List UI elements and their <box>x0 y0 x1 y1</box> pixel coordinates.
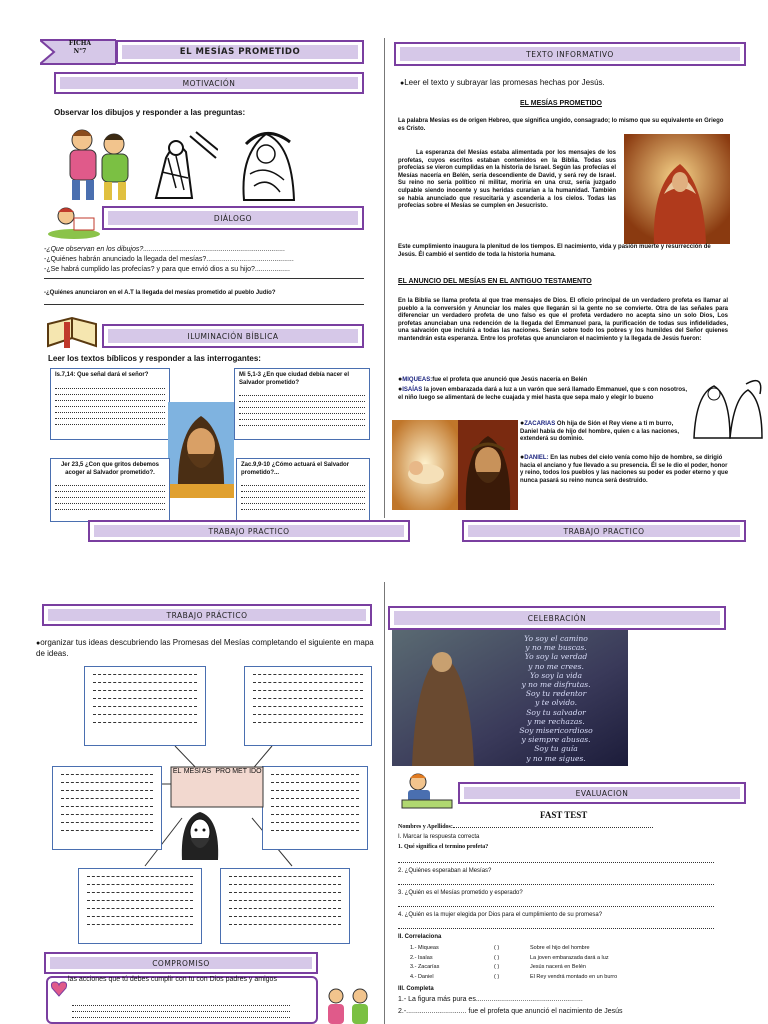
bible-question: ¿Con que gritos debemos acoger al Salvador prometido?. <box>65 462 160 476</box>
dialogo-question-4: -¿Quiénes anunciaron en el A.T la llegada del mesías prometido al pueblo Judío? <box>44 290 276 296</box>
complete-2: 2.-............................... fue el profeta que anunció el nacimiento de Jesús <box>398 1008 623 1015</box>
mind-map-box-bottom-right <box>220 868 350 944</box>
section-dialogo: DIÁLOGO <box>102 206 364 230</box>
mind-map-box-mid-left <box>52 766 162 850</box>
part-2-heading: II. Correlaciona <box>398 934 442 940</box>
center-label-2: MESÍ <box>183 768 201 775</box>
poem-line: y no me crees. <box>528 661 584 671</box>
section-evaluacion: EVALUACION <box>458 782 746 804</box>
section-compromiso: COMPROMISO <box>44 952 318 974</box>
poem-line: y me rechazas. <box>527 716 585 726</box>
bible-ref: Jer 23,5 <box>60 462 84 468</box>
children-praying-icon <box>322 984 374 1024</box>
match-row: 4.- Daniel ( ) El Rey vendrá montado en un burro <box>410 973 618 980</box>
poem-line: Soy misericordioso <box>519 726 593 736</box>
celebration-image <box>392 630 628 766</box>
compromiso-text: las acciones que tú debes cumplir con tu con Dios padres y amigos <box>68 976 277 983</box>
mind-map-box-bottom-left <box>78 868 202 944</box>
question-1: 1. Qué significa el termino profeta? <box>398 844 489 850</box>
student-writing-icon <box>398 772 456 810</box>
article-paragraph-1: La palabra Mesías es de origen Hebreo, que significa ungido, consagrado; lo mismo que su equivalente en Griego es Cristo. <box>398 118 724 132</box>
answer-line <box>398 928 714 929</box>
poem-line: Soy tu salvador <box>526 707 586 717</box>
poem-line: Soy tu guía <box>534 744 578 754</box>
anuncio-paragraph: En la Biblia se llama profeta al que trae mensajes de Dios. El oficio principal de un verdadero profeta es llamar al pueblo a la conversión y Anunciar los males que llegarán si la gente no se convierte. Otra de las señales para diferenciar un verdadero profeta de uno falso es que el profeta verdadero no acepta sino un solo Dios, Los profetas anunciaban una redención de la llegada del Emmanuel para, la purificación de todas sus infidelidades, una salvación que incluirá a todas las naciones. Serán sobre todo los pobres y los humildes del Señor quienes mantendrán esta esperanza. Entre los profetas que anunciaron el nacimiento y la llegada de Jesús fueron: <box>398 298 728 342</box>
section-iluminacion: ILUMINACIÓN BÍBLICA <box>102 324 364 348</box>
bible-ref: Is.7,14: <box>55 372 76 378</box>
section-trabajo-practico-2: TRABAJO PRACTICO <box>462 520 746 542</box>
match-table <box>410 944 710 982</box>
heart-hands-icon <box>50 980 68 998</box>
question-3: 3. ¿Quién es el Mesías prometido y esperado? <box>398 890 523 896</box>
section-trabajo-practico-3: TRABAJO PRÁCTICO <box>42 604 372 626</box>
section-texto-informativo: TEXTO INFORMATIVO <box>394 42 746 66</box>
prophet-daniel: ● DANIEL: En las nubes del cielo venía como hijo de hombre, se dirigió hacia el anciano y fue llevado a su presencia. Él se le dio el poder, honor y reino, todos los pueblos y las naciones su poder es poder eterno y que nunca pasará su reino nunca será destruido. <box>520 454 730 485</box>
iluminacion-instruction: Leer los textos bíblicos y responder a las interrogantes: <box>48 354 261 363</box>
part-1-heading: I. Marcar la respuesta correcta <box>398 834 480 840</box>
anuncio-title: EL ANUNCIO DEL MESÍAS EN EL ANTIGUO TESTAMENTO <box>398 278 592 285</box>
jesus-face-drawing <box>178 808 222 860</box>
bible-ref: Zac.9,9-10 <box>241 462 271 468</box>
ficha-label: FICHA <box>68 40 92 47</box>
mind-map-box-mid-right <box>262 766 368 850</box>
match-row: 2.- Isaías ( ) La joven embarazada dará a luz <box>410 954 609 961</box>
prophet-zacarias: ● ZACARIAS Oh hija de Sión el Rey viene a ti m burro, Daniel había de hijo del hombre, quien c a las naciones, extenderá su dominio. <box>520 420 688 444</box>
poem-line: Yo soy la verdad <box>524 652 588 662</box>
article-title: EL MESÍAS PROMETIDO <box>520 100 602 107</box>
question-4: 4. ¿Quién es la mujer elegida por Dios para el cumplimiento de su promesa? <box>398 912 603 918</box>
name-field: Nombres y Apellidos: <box>398 824 670 832</box>
section-trabajo-practico-1: TRABAJO PRACTICO <box>88 520 410 542</box>
bible-question: Que señal dará el señor? <box>77 372 149 378</box>
answer-line <box>398 862 714 863</box>
prophet-miqueas: ● MIQUEAS:fue el profeta que anunció que Jesús nacería en Belén <box>398 376 688 385</box>
prophet-isaias: ● ISAÍAS la joven embarazada dará a luz a un varón que será llamado Emmanuel, que s con nosotros, el niño luego se alimentará de leche cuajada y miel hasta que sepa malo y elegir lo bueno <box>398 386 688 402</box>
match-row: 1.- Miqueas ( ) Sobre el hijo del hombre <box>410 945 590 951</box>
bible-question: ¿Cómo actuará el Salvador prometido?... <box>241 462 350 476</box>
mind-map-box-top-left <box>84 666 206 746</box>
dialogo-question-2: -¿Quiénes habrán anunciado la llegada del mesías?............................................. <box>44 256 294 263</box>
center-label-1: EL <box>172 768 182 775</box>
section-motivacion: MOTIVACIÓN <box>54 72 364 94</box>
center-label-4: PRO <box>215 768 231 775</box>
center-label-6: IDO <box>249 768 262 775</box>
bible-ref: Mi 5,1-3 <box>239 372 262 378</box>
complete-1: 1.- La figura más pura es....................................................... <box>398 996 583 1003</box>
motivacion-instruction: Observar los dibujos y responder a las preguntas: <box>54 108 246 117</box>
mind-map-box-top-right <box>244 666 372 746</box>
match-row: 3.- Zacarías ( ) Jesús nacerá en Belén <box>410 964 586 970</box>
poem-line: y no me disfrutas. <box>521 680 591 690</box>
bible-question: ¿En que ciudad debía nacer el Salvador prometido? <box>239 372 350 386</box>
mind-map-center <box>170 766 264 808</box>
part-3-heading: III. Completa <box>398 986 434 992</box>
dialogo-question-1: -¿Que observan en los dibujos?......................................................................... <box>44 246 286 253</box>
question-2: 2. ¿Quiénes esperaban al Mesías? <box>398 868 492 874</box>
compromiso-lines <box>68 1000 294 1018</box>
article-paragraph-2: La esperanza del Mesías estaba alimentada por los mensajes de los profetas, cuyos escritos estaban contenidos en la Biblia. Todas sus profecías se vieron cumplidas en la historia de Israel. Según las profecías el Mesías nacería en Belén, sería descendiente de David, y será rey de Israel. Su reino no sería político ni militar, moriría en una cruz, sería juzgado culpable siendo inocente y sus heridas curarían a la humanidad. También se había anunciado que resucitaría y ascendería a los cielos. Todas las profecías sobre el Mesías se cumplen en Jesucristo. <box>398 150 616 210</box>
center-label-3: AS <box>201 768 212 775</box>
answer-line <box>398 906 714 907</box>
section-celebracion: CELEBRACIÓN <box>388 606 726 630</box>
center-label-5: MET <box>232 768 247 775</box>
poem-line: y no me buscas. <box>525 643 587 653</box>
poem-line: y no me sigues. <box>526 753 586 763</box>
dialogo-question-3: -¿Se habrá cumplido las profecías? y para que envió dios a su hijo?.................. <box>44 266 290 273</box>
answer-line <box>398 884 714 885</box>
poem-line: Yo soy la vida <box>530 670 582 680</box>
evaluation-title: FAST TEST <box>540 810 588 820</box>
page-title: EL MESÍAS PROMETIDO <box>116 40 364 64</box>
ficha-number: N°7 <box>73 48 87 55</box>
poem-line: Soy tu redentor <box>525 689 587 699</box>
poem-line: y te olvido. <box>534 698 578 708</box>
article-paragraph-3: Este cumplimiento inaugura la plenitud de los tiempos. El nacimiento, vida y pasión muerte y resurrección de Jesús. Él cambió el sentido de toda la historia humana. <box>398 244 711 258</box>
poem-line: Yo soy el camino <box>524 634 588 643</box>
texto-instruction: ● Leer el texto y subrayar las promesas hechas por Jesús. <box>400 78 605 89</box>
trabajo-instruction: ● organizar tus ideas descubriendo las Promesas del Mesías completando el siguiente en mapa de ideas. <box>36 638 376 659</box>
poem-line: y siempre abusas. <box>521 735 591 745</box>
